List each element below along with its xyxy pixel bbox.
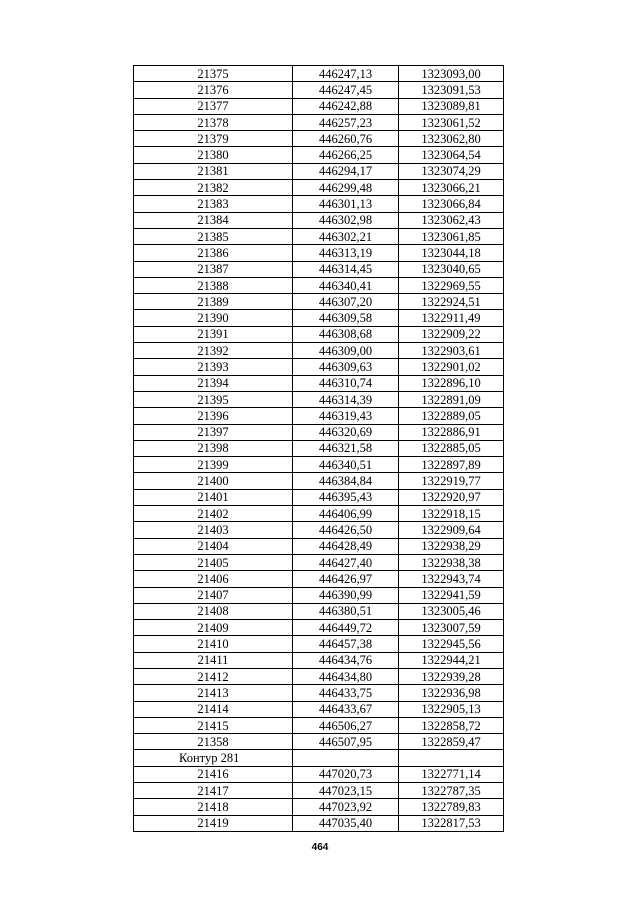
x-coordinate-cell: 446320,69 — [293, 424, 399, 440]
x-coordinate-cell: 446314,45 — [293, 261, 399, 277]
table-row — [134, 196, 504, 212]
x-coordinate-cell: 446428,49 — [293, 538, 399, 554]
x-coordinate-cell: 447035,40 — [293, 815, 399, 831]
table-row — [134, 277, 504, 293]
x-coordinate-cell: 446319,43 — [293, 408, 399, 424]
y-coordinate-cell: 1323005,46 — [399, 603, 504, 619]
y-coordinate-cell: 1322897,89 — [399, 457, 504, 473]
point-number-cell: 21401 — [134, 489, 293, 505]
table-row — [134, 343, 504, 359]
x-coordinate-cell: 447020,73 — [293, 766, 399, 782]
empty-cell — [399, 750, 504, 766]
x-coordinate-cell: 446433,67 — [293, 701, 399, 717]
point-number-cell: 21396 — [134, 408, 293, 424]
y-coordinate-cell: 1322945,56 — [399, 636, 504, 652]
point-number-cell: 21392 — [134, 343, 293, 359]
y-coordinate-cell: 1322789,83 — [399, 799, 504, 815]
y-coordinate-cell: 1322858,72 — [399, 717, 504, 733]
x-coordinate-cell: 446242,88 — [293, 98, 399, 114]
y-coordinate-cell: 1323064,54 — [399, 147, 504, 163]
point-number-cell: 21378 — [134, 114, 293, 130]
y-coordinate-cell: 1322919,77 — [399, 473, 504, 489]
point-number-cell: 21397 — [134, 424, 293, 440]
point-number-cell: 21380 — [134, 147, 293, 163]
table-row — [134, 163, 504, 179]
y-coordinate-cell: 1322920,97 — [399, 489, 504, 505]
x-coordinate-cell: 446309,58 — [293, 310, 399, 326]
table-row — [134, 587, 504, 603]
contour-header-row — [134, 750, 504, 766]
x-coordinate-cell: 446310,74 — [293, 375, 399, 391]
table-row — [134, 359, 504, 375]
coordinates-table — [133, 65, 504, 832]
point-number-cell: 21389 — [134, 294, 293, 310]
empty-cell — [293, 750, 399, 766]
y-coordinate-cell: 1323066,84 — [399, 196, 504, 212]
point-number-cell: 21414 — [134, 701, 293, 717]
x-coordinate-cell: 446309,00 — [293, 343, 399, 359]
y-coordinate-cell: 1323091,53 — [399, 82, 504, 98]
y-coordinate-cell: 1323061,85 — [399, 228, 504, 244]
y-coordinate-cell: 1322969,55 — [399, 277, 504, 293]
x-coordinate-cell: 446294,17 — [293, 163, 399, 179]
table-row — [134, 506, 504, 522]
table-row — [134, 717, 504, 733]
table-row — [134, 783, 504, 799]
table-row — [134, 245, 504, 261]
point-number-cell: 21408 — [134, 603, 293, 619]
y-coordinate-cell: 1323040,65 — [399, 261, 504, 277]
page-number: 464 — [311, 842, 329, 853]
point-number-cell: 21395 — [134, 391, 293, 407]
point-number-cell: 21419 — [134, 815, 293, 831]
point-number-cell: 21415 — [134, 717, 293, 733]
x-coordinate-cell: 446308,68 — [293, 326, 399, 342]
x-coordinate-cell: 446299,48 — [293, 180, 399, 196]
x-coordinate-cell: 446384,84 — [293, 473, 399, 489]
y-coordinate-cell: 1323093,00 — [399, 66, 504, 82]
table-row — [134, 180, 504, 196]
x-coordinate-cell: 446257,23 — [293, 114, 399, 130]
y-coordinate-cell: 1322901,02 — [399, 359, 504, 375]
y-coordinate-cell: 1323044,18 — [399, 245, 504, 261]
table-row — [134, 98, 504, 114]
point-number-cell: 21385 — [134, 228, 293, 244]
y-coordinate-cell: 1322941,59 — [399, 587, 504, 603]
point-number-cell: 21393 — [134, 359, 293, 375]
table-row — [134, 294, 504, 310]
y-coordinate-cell: 1322939,28 — [399, 668, 504, 684]
x-coordinate-cell: 446340,41 — [293, 277, 399, 293]
y-coordinate-cell: 1322896,10 — [399, 375, 504, 391]
y-coordinate-cell: 1322943,74 — [399, 571, 504, 587]
point-number-cell: 21383 — [134, 196, 293, 212]
y-coordinate-cell: 1322924,51 — [399, 294, 504, 310]
table-row — [134, 66, 504, 82]
x-coordinate-cell: 446340,51 — [293, 457, 399, 473]
y-coordinate-cell: 1322911,49 — [399, 310, 504, 326]
y-coordinate-cell: 1322909,64 — [399, 522, 504, 538]
point-number-cell: 21405 — [134, 554, 293, 570]
point-number-cell: 21394 — [134, 375, 293, 391]
y-coordinate-cell: 1323066,21 — [399, 180, 504, 196]
x-coordinate-cell: 446507,95 — [293, 734, 399, 750]
point-number-cell: 21381 — [134, 163, 293, 179]
x-coordinate-cell: 446426,50 — [293, 522, 399, 538]
y-coordinate-cell: 1322938,29 — [399, 538, 504, 554]
table-row — [134, 440, 504, 456]
table-row — [134, 408, 504, 424]
contour-label: Контур 281 — [134, 750, 293, 766]
y-coordinate-cell: 1322905,13 — [399, 701, 504, 717]
x-coordinate-cell: 446427,40 — [293, 554, 399, 570]
x-coordinate-cell: 446247,45 — [293, 82, 399, 98]
y-coordinate-cell: 1322891,09 — [399, 391, 504, 407]
table-row — [134, 82, 504, 98]
x-coordinate-cell: 446390,99 — [293, 587, 399, 603]
y-coordinate-cell: 1322909,22 — [399, 326, 504, 342]
table-row — [134, 636, 504, 652]
table-row — [134, 620, 504, 636]
table-row — [134, 114, 504, 130]
x-coordinate-cell: 446433,75 — [293, 685, 399, 701]
table-row — [134, 310, 504, 326]
x-coordinate-cell: 446506,27 — [293, 717, 399, 733]
point-number-cell: 21390 — [134, 310, 293, 326]
y-coordinate-cell: 1322885,05 — [399, 440, 504, 456]
point-number-cell: 21411 — [134, 652, 293, 668]
point-number-cell: 21398 — [134, 440, 293, 456]
table-row — [134, 571, 504, 587]
y-coordinate-cell: 1322936,98 — [399, 685, 504, 701]
point-number-cell: 21406 — [134, 571, 293, 587]
y-coordinate-cell: 1323007,59 — [399, 620, 504, 636]
point-number-cell: 21379 — [134, 131, 293, 147]
table-row — [134, 473, 504, 489]
y-coordinate-cell: 1323074,29 — [399, 163, 504, 179]
point-number-cell: 21386 — [134, 245, 293, 261]
y-coordinate-cell: 1322889,05 — [399, 408, 504, 424]
table-row — [134, 457, 504, 473]
y-coordinate-cell: 1322903,61 — [399, 343, 504, 359]
x-coordinate-cell: 446457,38 — [293, 636, 399, 652]
point-number-cell: 21384 — [134, 212, 293, 228]
y-coordinate-cell: 1322859,47 — [399, 734, 504, 750]
point-number-cell: 21400 — [134, 473, 293, 489]
y-coordinate-cell: 1323061,52 — [399, 114, 504, 130]
table-row — [134, 391, 504, 407]
point-number-cell: 21417 — [134, 783, 293, 799]
point-number-cell: 21402 — [134, 506, 293, 522]
table-row — [134, 538, 504, 554]
table-row — [134, 522, 504, 538]
table-row — [134, 603, 504, 619]
table-row — [134, 424, 504, 440]
point-number-cell: 21413 — [134, 685, 293, 701]
table-row — [134, 261, 504, 277]
point-number-cell: 21399 — [134, 457, 293, 473]
x-coordinate-cell: 446434,76 — [293, 652, 399, 668]
point-number-cell: 21409 — [134, 620, 293, 636]
point-number-cell: 21388 — [134, 277, 293, 293]
table-row — [134, 766, 504, 782]
point-number-cell: 21382 — [134, 180, 293, 196]
point-number-cell: 21375 — [134, 66, 293, 82]
x-coordinate-cell: 446321,58 — [293, 440, 399, 456]
table-row — [134, 228, 504, 244]
table-row — [134, 815, 504, 831]
y-coordinate-cell: 1322817,53 — [399, 815, 504, 831]
table-row — [134, 734, 504, 750]
point-number-cell: 21412 — [134, 668, 293, 684]
point-number-cell: 21391 — [134, 326, 293, 342]
table-row — [134, 147, 504, 163]
table-row — [134, 554, 504, 570]
table-row — [134, 212, 504, 228]
x-coordinate-cell: 446406,99 — [293, 506, 399, 522]
table-row — [134, 685, 504, 701]
coordinates-table-body — [134, 66, 504, 832]
x-coordinate-cell: 446302,98 — [293, 212, 399, 228]
x-coordinate-cell: 446426,97 — [293, 571, 399, 587]
x-coordinate-cell: 446302,21 — [293, 228, 399, 244]
x-coordinate-cell: 446307,20 — [293, 294, 399, 310]
y-coordinate-cell: 1322787,35 — [399, 783, 504, 799]
x-coordinate-cell: 446314,39 — [293, 391, 399, 407]
x-coordinate-cell: 446260,76 — [293, 131, 399, 147]
point-number-cell: 21376 — [134, 82, 293, 98]
y-coordinate-cell: 1323062,43 — [399, 212, 504, 228]
x-coordinate-cell: 446434,80 — [293, 668, 399, 684]
point-number-cell: 21418 — [134, 799, 293, 815]
y-coordinate-cell: 1322918,15 — [399, 506, 504, 522]
y-coordinate-cell: 1323062,80 — [399, 131, 504, 147]
table-row — [134, 131, 504, 147]
table-row — [134, 652, 504, 668]
y-coordinate-cell: 1323089,81 — [399, 98, 504, 114]
table-row — [134, 799, 504, 815]
point-number-cell: 21410 — [134, 636, 293, 652]
x-coordinate-cell: 446395,43 — [293, 489, 399, 505]
point-number-cell: 21358 — [134, 734, 293, 750]
point-number-cell: 21416 — [134, 766, 293, 782]
x-coordinate-cell: 447023,15 — [293, 783, 399, 799]
table-row — [134, 375, 504, 391]
point-number-cell: 21387 — [134, 261, 293, 277]
point-number-cell: 21377 — [134, 98, 293, 114]
x-coordinate-cell: 446266,25 — [293, 147, 399, 163]
x-coordinate-cell: 446449,72 — [293, 620, 399, 636]
y-coordinate-cell: 1322944,21 — [399, 652, 504, 668]
table-row — [134, 668, 504, 684]
point-number-cell: 21403 — [134, 522, 293, 538]
x-coordinate-cell: 446380,51 — [293, 603, 399, 619]
table-row — [134, 489, 504, 505]
y-coordinate-cell: 1322886,91 — [399, 424, 504, 440]
x-coordinate-cell: 447023,92 — [293, 799, 399, 815]
x-coordinate-cell: 446301,13 — [293, 196, 399, 212]
table-row — [134, 326, 504, 342]
y-coordinate-cell: 1322771,14 — [399, 766, 504, 782]
y-coordinate-cell: 1322938,38 — [399, 554, 504, 570]
x-coordinate-cell: 446313,19 — [293, 245, 399, 261]
point-number-cell: 21404 — [134, 538, 293, 554]
x-coordinate-cell: 446309,63 — [293, 359, 399, 375]
table-row — [134, 701, 504, 717]
point-number-cell: 21407 — [134, 587, 293, 603]
x-coordinate-cell: 446247,13 — [293, 66, 399, 82]
